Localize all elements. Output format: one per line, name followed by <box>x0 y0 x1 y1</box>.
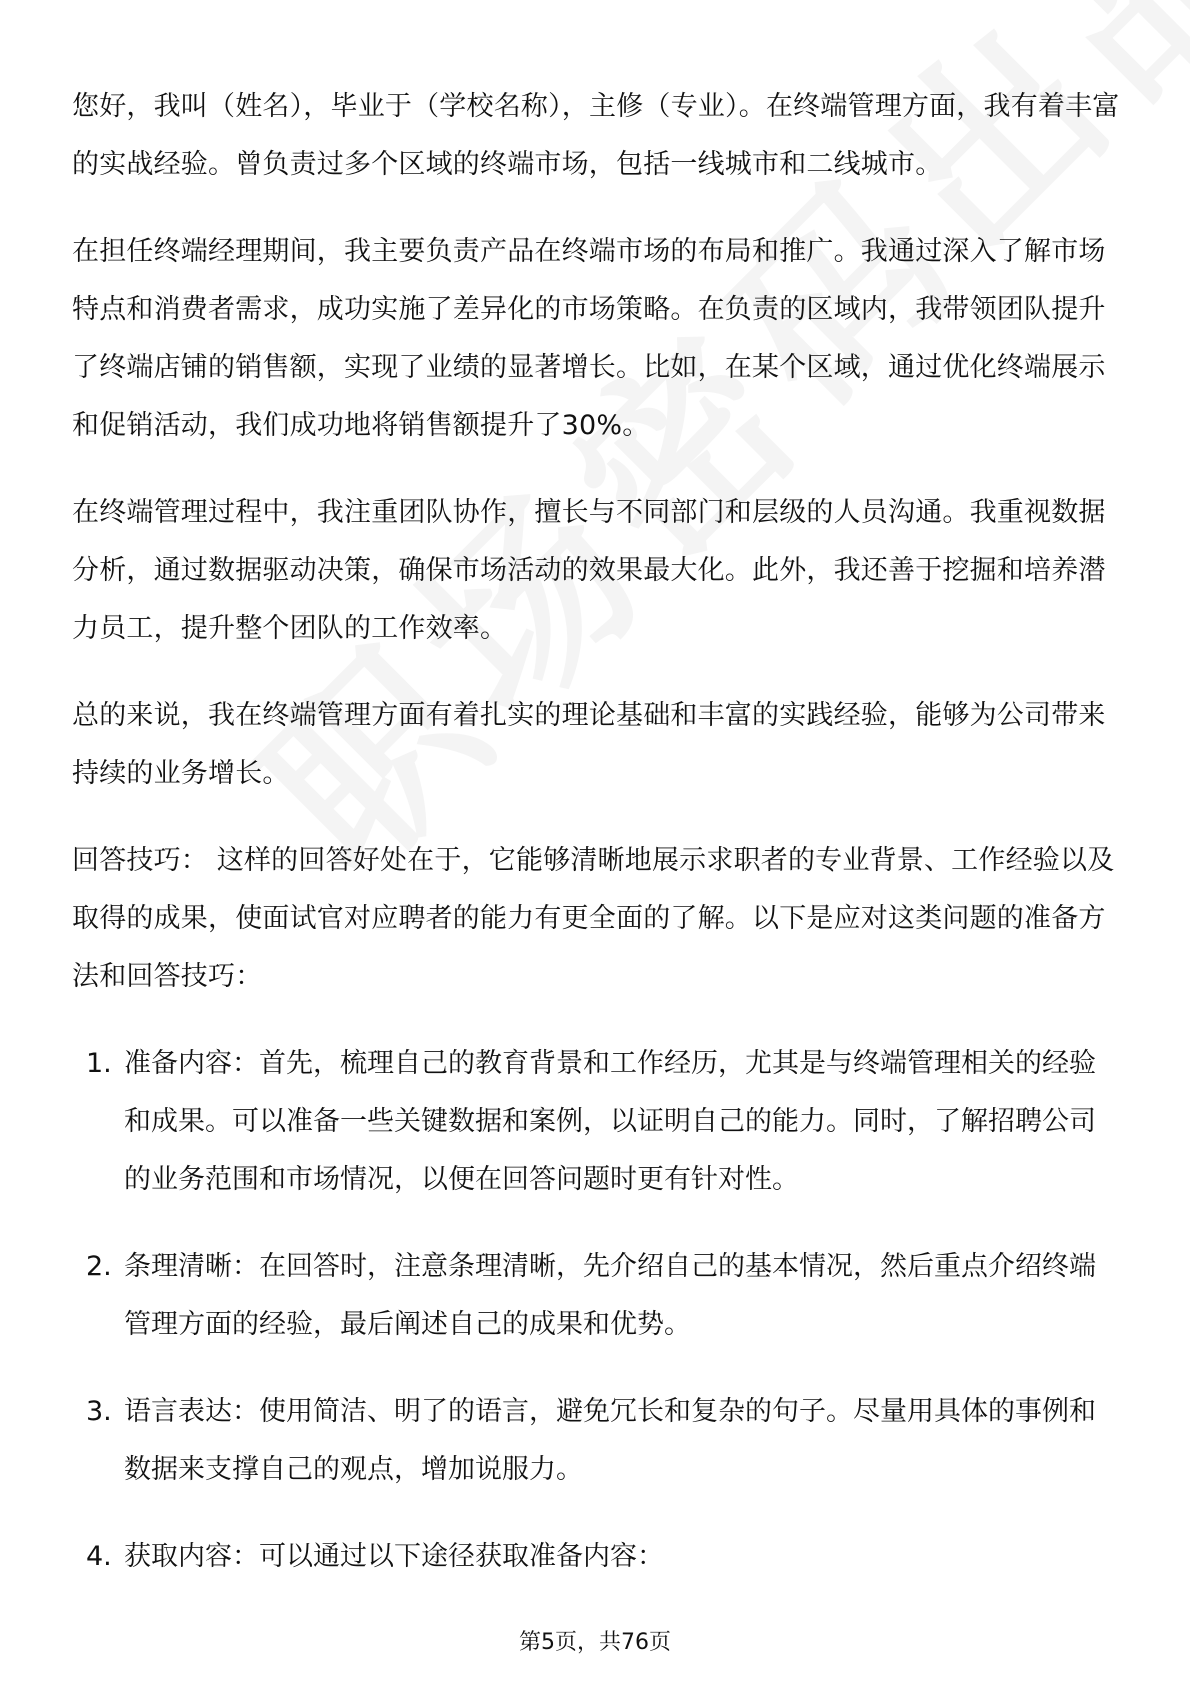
document-body <box>72 78 1122 1615</box>
list-item-number: 1. <box>86 1048 112 1079</box>
list-item-number: 2. <box>86 1251 112 1282</box>
list-item-text: 条理清晰：在回答时，注意条理清晰，先介绍自己的基本情况，然后重点介绍终端管理方面的经验，最后阐述自己的成果和优势。 <box>124 1251 1096 1340</box>
list-item-text: 准备内容：首先，梳理自己的教育背景和工作经历，尤其是与终端管理相关的经验和成果。可以准备一些关键数据和案例，以证明自己的能力。同时，了解招聘公司的业务范围和市场情况，以便在回答问题时更有针对性。 <box>124 1048 1096 1195</box>
list-item <box>72 1238 1122 1354</box>
list-item <box>72 1035 1122 1209</box>
paragraph-intro: 您好，我叫（姓名），毕业于（学校名称），主修（专业）。在终端管理方面，我有着丰富的实战经验。曾负责过多个区域的终端市场，包括一线城市和二线城市。 <box>72 91 1120 180</box>
list-item-text: 语言表达：使用简洁、明了的语言，避免冗长和复杂的句子。尽量用具体的事例和数据来支撑自己的观点，增加说服力。 <box>124 1396 1096 1485</box>
paragraph-summary: 总的来说，我在终端管理方面有着扎实的理论基础和丰富的实践经验，能够为公司带来持续的业务增长。 <box>72 700 1106 789</box>
paragraph-teamwork: 在终端管理过程中，我注重团队协作，擅长与不同部门和层级的人员沟通。我重视数据分析，通过数据驱动决策，确保市场活动的效果最大化。此外，我还善于挖掘和培养潜力员工，提升整个团队的工作效率。 <box>72 497 1106 644</box>
list-item-number: 4. <box>86 1541 112 1572</box>
tips-list <box>72 1035 1122 1586</box>
list-item <box>72 1528 1122 1586</box>
list-item-number: 3. <box>86 1396 112 1427</box>
paragraph-experience: 在担任终端经理期间，我主要负责产品在终端市场的布局和推广。我通过深入了解市场特点和消费者需求，成功实施了差异化的市场策略。在负责的区域内，我带领团队提升了终端店铺的销售额，实现了业绩的显著增长。比如，在某个区域，通过优化终端展示和促销活动，我们成功地将销售额提升了30%。 <box>72 236 1106 441</box>
list-item-text: 获取内容：可以通过以下途径获取准备内容： <box>124 1541 664 1572</box>
page-number-footer: 第5页，共76页 <box>519 1630 671 1655</box>
paragraph-tips: 回答技巧： 这样的回答好处在于，它能够清晰地展示求职者的专业背景、工作经验以及取得的成果，使面试官对应聘者的能力有更全面的了解。以下是应对这类问题的准备方法和回答技巧： <box>72 845 1115 992</box>
list-item <box>72 1383 1122 1499</box>
